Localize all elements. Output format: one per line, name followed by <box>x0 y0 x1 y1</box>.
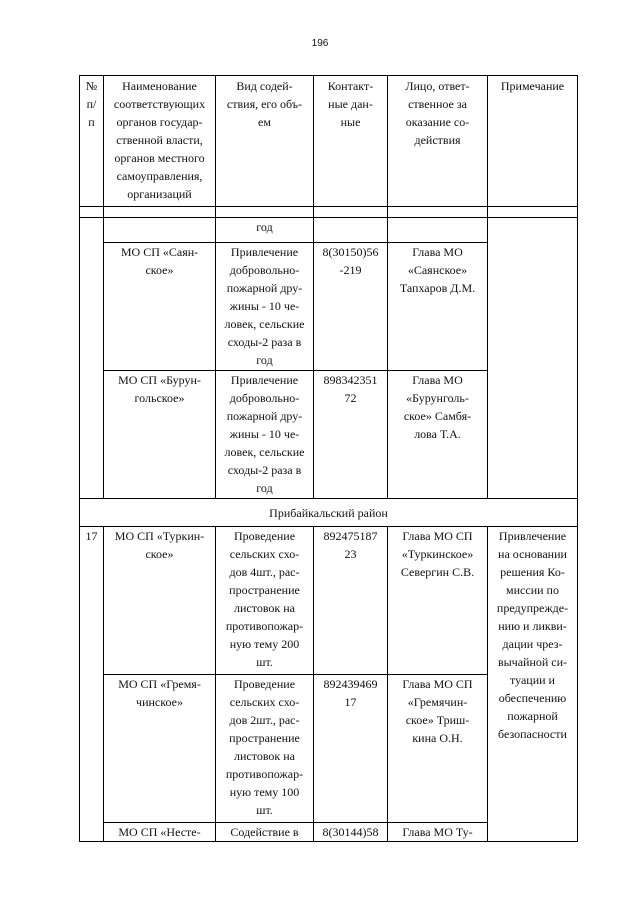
header-contact: Контакт- ные дан- ные <box>314 76 388 207</box>
contact-cell: 8(30144)58 <box>314 823 388 842</box>
contact-cell: 892475187 23 <box>314 527 388 675</box>
responsible-person-cell <box>388 218 488 243</box>
organ-cell: МО СП «Саян- ское» <box>104 243 216 371</box>
responsible-person-cell: Глава МО Ту- <box>388 823 488 842</box>
organ-cell: МО СП «Бурун- гольское» <box>104 371 216 499</box>
organ-cell <box>104 218 216 243</box>
gap-cell <box>216 207 314 218</box>
contact-cell: 892439469 17 <box>314 675 388 823</box>
table-gap-row <box>80 207 578 218</box>
assistance-type-cell: Содействие в <box>216 823 314 842</box>
num-cell <box>80 218 104 499</box>
gap-cell <box>388 207 488 218</box>
header-organ: Наименование соответствующих органов государ- ственной власти, органов местного самоуправления, организаций <box>104 76 216 207</box>
header-note: Примечание <box>488 76 578 207</box>
responsible-person-cell: Глава МО СП «Туркинское» Севергин С.В. <box>388 527 488 675</box>
page-number: 196 <box>311 38 329 49</box>
gap-cell <box>488 207 578 218</box>
assistance-table <box>79 75 578 842</box>
gap-cell <box>80 207 104 218</box>
header-num: № п/ п <box>80 76 104 207</box>
gap-cell <box>314 207 388 218</box>
table-row <box>80 527 578 675</box>
district-heading: Прибайкальский район <box>80 499 578 527</box>
organ-cell: МО СП «Туркин- ское» <box>104 527 216 675</box>
table-row-continued <box>80 218 578 243</box>
num-cell: 17 <box>80 527 104 842</box>
responsible-person-cell: Глава МО «Саянское» Тапхаров Д.М. <box>388 243 488 371</box>
gap-cell <box>104 207 216 218</box>
table-header-row <box>80 76 578 207</box>
responsible-person-cell: Глава МО «Бурунголь- ское» Самбя- лова Т.А. <box>388 371 488 499</box>
organ-cell: МО СП «Несте- <box>104 823 216 842</box>
assistance-type-cell: Проведение сельских схо- дов 2шт., рас- пространение листовок на противопожар- ную тему 100 шт. <box>216 675 314 823</box>
organ-cell: МО СП «Гремя- чинское» <box>104 675 216 823</box>
assistance-type-cell: Проведение сельских схо- дов 4шт., рас- пространение листовок на противопожар- ную тему 200 шт. <box>216 527 314 675</box>
header-assistance-type: Вид содей- ствия, его объ- ем <box>216 76 314 207</box>
note-cell: Привлечение на основании решения Ко- миссии по предупрежде- нию и ликви- дации чрез- вычайной си- туации и обеспечению пожарной безопасности <box>488 527 578 842</box>
responsible-person-cell: Глава МО СП «Гремячин- ское» Триш- кина О.Н. <box>388 675 488 823</box>
contact-cell: 898342351 72 <box>314 371 388 499</box>
contact-cell <box>314 218 388 243</box>
assistance-type-cell: год <box>216 218 314 243</box>
district-row <box>80 499 578 527</box>
assistance-type-cell: Привлечение добровольно- пожарной дру- жины - 10 че- ловек, сельские сходы-2 раза в год <box>216 243 314 371</box>
header-responsible-person: Лицо, ответ- ственное за оказание со- действия <box>388 76 488 207</box>
contact-cell: 8(30150)56 -219 <box>314 243 388 371</box>
assistance-type-cell: Привлечение добровольно- пожарной дру- жины - 10 че- ловек, сельские сходы-2 раза в год <box>216 371 314 499</box>
note-cell <box>488 218 578 499</box>
